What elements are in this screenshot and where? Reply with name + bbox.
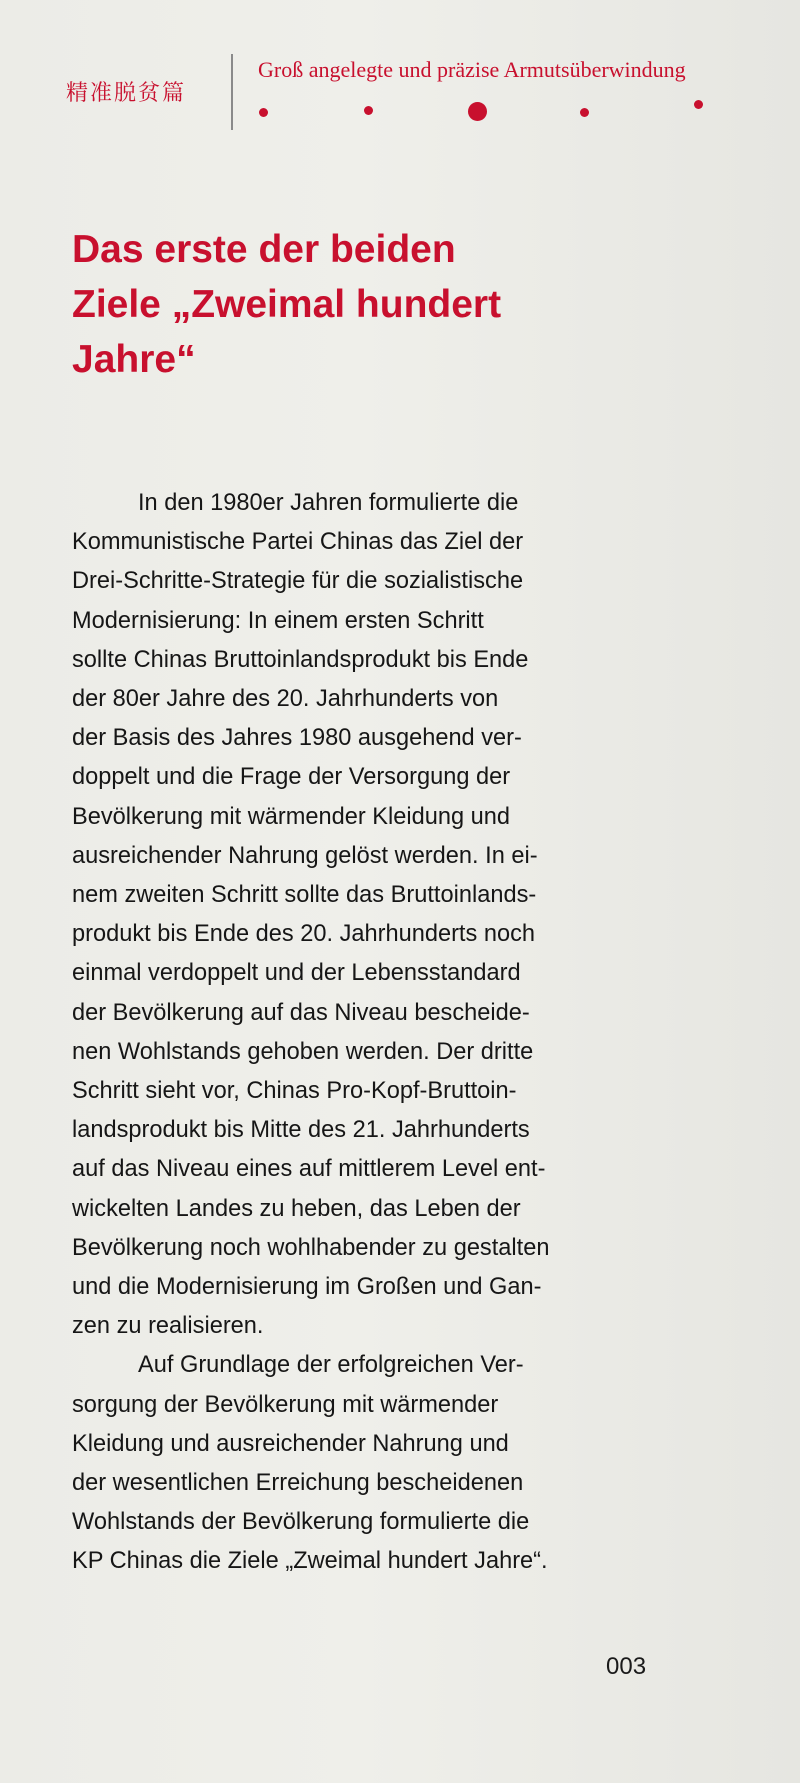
chapter-title: Das erste der beiden Ziele „Zweimal hundert Jahre“ <box>72 228 502 381</box>
section-title-german: Groß angelegte und präzise Armutsüberwindung <box>258 57 686 82</box>
paragraph: In den 1980er Jahren formulierte die Kommunistische Partei Chinas das Ziel der Drei-Schritte-Strategie für die sozialistische Modernisierung: In einem ersten Schritt sollte Chinas Bruttoinlandsprodukt bis Ende der 80er Jahre des 20. Jahrhunderts von der Basis des Jahres 1980 ausgehend ver- doppelt und die Frage der Versorgung der Bevölkerung mit wärmender Kleidung und ausreichender Nahrung gelöst werden. In ei- nem zweiten Schritt sollte das Bruttoinlands- produkt bis Ende des 20. Jahrhunderts noch einmal verdoppelt und der Lebensstandard der Bevölkerung auf das Niveau bescheide- nen Wohlstands gehoben werden. Der dritte Schritt sieht vor, Chinas Pro-Kopf-Bruttoin- landsprodukt bis Mitte des 21. Jahrhunderts auf das Niveau eines auf mittlerem Level ent- wickelten Landes zu heben, das Leben der Bevölkerung noch wohlhabender zu gestalten und die Modernisierung im Großen und Gan- zen zu realisieren. <box>72 490 550 1340</box>
body-text <box>72 484 662 1582</box>
paragraph: Auf Grundlage der erfolgreichen Ver- sorgung der Bevölkerung mit wärmender Kleidung und ausreichender Nahrung und der wesentlichen Erreichung bescheidenen Wohlstands der Bevölkerung formulierte die KP Chinas die Ziele „Zweimal hundert Jahre“. <box>72 1352 548 1575</box>
header-dot <box>364 106 373 115</box>
header-dot <box>694 100 703 109</box>
page-number: 003 <box>606 1653 647 1680</box>
header-dot <box>580 108 589 117</box>
section-title-chinese: 精准脱贫篇 <box>66 81 187 106</box>
header-dot-large <box>468 102 487 121</box>
header-dot <box>259 108 268 117</box>
header-divider <box>231 54 233 130</box>
